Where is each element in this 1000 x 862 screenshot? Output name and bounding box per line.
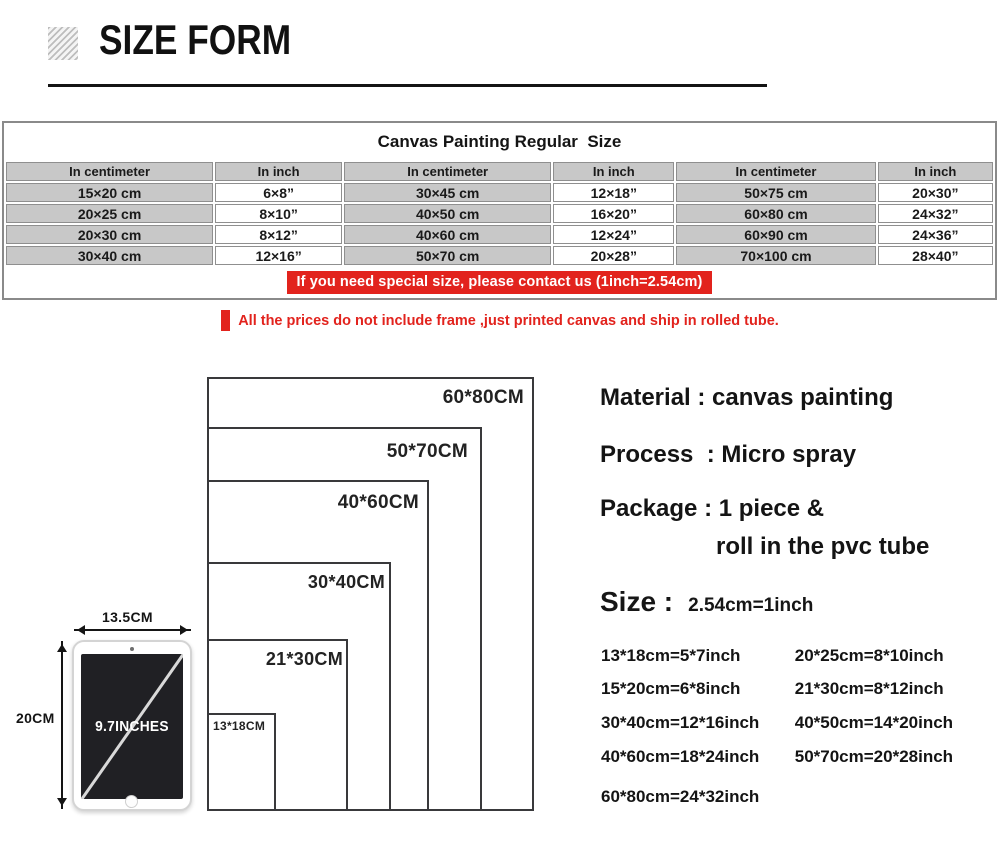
inch-cell: 28×40” xyxy=(878,246,993,265)
tablet-illustration xyxy=(72,640,192,811)
cm-cell: 30×40 cm xyxy=(6,246,213,265)
size-heading-row xyxy=(600,586,813,618)
cm-cell: 50×70 cm xyxy=(344,246,551,265)
size-heading: Size : xyxy=(600,586,674,617)
conversion-item: 50*70cm=20*28inch xyxy=(794,747,954,766)
table-header-row xyxy=(6,162,993,181)
tablet-screen-size-label: 9.7INCHES xyxy=(95,718,169,735)
conversion-row xyxy=(601,679,991,699)
conversion-item: 60*80cm=24*32inch xyxy=(601,787,760,806)
conversion-row xyxy=(601,787,991,807)
table-row xyxy=(6,183,993,202)
cm-cell: 40×60 cm xyxy=(344,225,551,244)
column-header: In inch xyxy=(878,162,993,181)
inch-cell: 16×20” xyxy=(553,204,674,223)
cm-cell: 40×50 cm xyxy=(344,204,551,223)
size-conversion-rule: 2.54cm=1inch xyxy=(688,595,814,616)
table-row xyxy=(6,204,993,223)
height-arrow-icon xyxy=(61,641,63,809)
conversion-row xyxy=(601,646,991,666)
cm-cell: 20×30 cm xyxy=(6,225,213,244)
conversion-item: 21*30cm=8*12inch xyxy=(794,679,944,698)
tablet-home-button-icon xyxy=(125,795,138,808)
cm-cell: 60×90 cm xyxy=(676,225,875,244)
inch-cell: 8×10” xyxy=(215,204,342,223)
tablet-camera-icon xyxy=(130,647,134,651)
size-rect-label: 30*40CM xyxy=(307,572,385,592)
special-size-banner: If you need special size, please contact us (1inch=2.54cm) xyxy=(287,271,713,294)
inch-cell: 12×16” xyxy=(215,246,342,265)
conversion-item: 20*25cm=8*10inch xyxy=(794,646,944,665)
inch-cell: 20×30” xyxy=(878,183,993,202)
inch-cell: 24×32” xyxy=(878,204,993,223)
conversion-row xyxy=(601,713,991,733)
tablet-height-label: 20CM xyxy=(16,710,55,726)
conversion-row xyxy=(601,747,991,767)
cm-cell: 60×80 cm xyxy=(676,204,875,223)
package-line-2: roll in the pvc tube xyxy=(716,533,930,560)
table-row xyxy=(6,225,993,244)
size-table-title: Canvas Painting Regular Size xyxy=(377,132,622,151)
column-header: In centimeter xyxy=(6,162,213,181)
process-line: Process : Micro spray xyxy=(600,441,857,468)
conversion-item: 15*20cm=6*8inch xyxy=(601,679,741,698)
width-arrow-icon xyxy=(74,629,191,631)
inch-cell: 8×12” xyxy=(215,225,342,244)
package-line-1: Package : 1 piece & xyxy=(600,495,825,522)
page-title: SIZE FORM xyxy=(99,16,292,63)
hatch-square-icon xyxy=(48,27,78,60)
material-line: Material : canvas painting xyxy=(600,384,894,411)
conversion-item: 30*40cm=12*16inch xyxy=(601,713,760,732)
table-row xyxy=(6,246,993,265)
cm-cell: 15×20 cm xyxy=(6,183,213,202)
conversion-list xyxy=(601,646,991,807)
column-header: In centimeter xyxy=(344,162,551,181)
inch-cell: 12×24” xyxy=(553,225,674,244)
tablet-width-label: 13.5CM xyxy=(102,609,153,625)
column-header: In inch xyxy=(553,162,674,181)
tablet-screen xyxy=(81,654,183,799)
cm-cell: 20×25 cm xyxy=(6,204,213,223)
cm-cell: 70×100 cm xyxy=(676,246,875,265)
cm-cell: 50×75 cm xyxy=(676,183,875,202)
size-rect-label: 60*80CM xyxy=(442,387,524,408)
title-underline xyxy=(48,84,767,87)
conversion-item: 13*18cm=5*7inch xyxy=(601,646,741,665)
size-rect-13x18 xyxy=(207,713,276,811)
size-table-grid xyxy=(4,160,995,267)
size-rect-label: 50*70CM xyxy=(386,441,468,462)
column-header: In centimeter xyxy=(676,162,875,181)
inch-cell: 24×36” xyxy=(878,225,993,244)
red-bar-icon xyxy=(221,310,230,331)
inch-cell: 6×8” xyxy=(215,183,342,202)
size-rect-label: 40*60CM xyxy=(337,492,419,513)
inch-cell: 20×28” xyxy=(553,246,674,265)
price-note xyxy=(0,310,1000,331)
size-rect-label: 21*30CM xyxy=(265,649,343,669)
size-table xyxy=(2,121,997,300)
price-note-text: All the prices do not include frame ,just printed canvas and ship in rolled tube. xyxy=(238,312,779,329)
cm-cell: 30×45 cm xyxy=(344,183,551,202)
inch-cell: 12×18” xyxy=(553,183,674,202)
conversion-item: 40*50cm=14*20inch xyxy=(794,713,954,732)
size-rect-label: 13*18CM xyxy=(213,719,266,733)
conversion-item: 40*60cm=18*24inch xyxy=(601,747,760,766)
special-size-banner-row xyxy=(4,267,995,298)
column-header: In inch xyxy=(215,162,342,181)
